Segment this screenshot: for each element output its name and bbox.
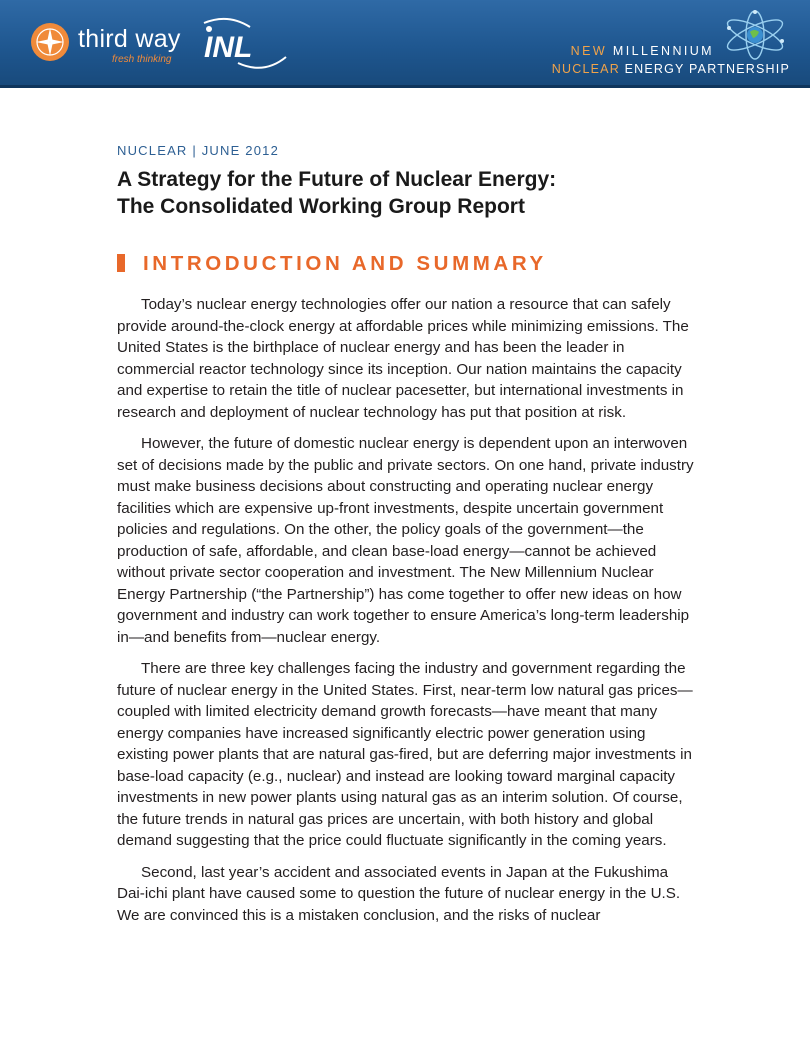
third-way-compass-icon bbox=[30, 22, 70, 62]
paragraph-2: However, the future of domestic nuclear energy is dependent upon an interwoven set of decisions made by the public and private sectors. On one hand, private industry must make business decisions about constructing and operating nuclear energy facilities which are expensive up-front investments, despite uncertain government policies and regulations. On the other, the policy goals of the government—the production of safe, affordable, and clean base-load energy—cannot be achieved without private sector cooperation and investment. The New Millennium Nuclear Energy Partnership (“the Partnership”) has come together to offer new ideas on how government and industry can work together to ensure America’s long-term leadership in—and benefits from—nuclear energy. bbox=[117, 435, 694, 646]
partnership-line-1 bbox=[571, 44, 714, 58]
partnership-line-2-rest: ENERGY PARTNERSHIP bbox=[624, 62, 790, 76]
header-banner bbox=[0, 0, 810, 88]
paragraph-3: There are three key challenges facing the industry and government regarding the future of nuclear energy in the United States. First, near-term low natural gas prices—coupled with limited electricity demand growth forecasts—have meant that many energy companies have increased significantly electric power generation using existing power plants that are natural gas-fired, but are deferring major investments in base-load capacity (e.g., nuclear) and instead are looking toward marginal capacity investments in new power plants using natural gas as an interim solution. Of course, the future trends in natural gas prices are uncertain, with both history and global demand suggesting that the price could fluctuate significantly in the coming years. bbox=[117, 660, 693, 849]
brand-tagline: fresh thinking bbox=[112, 54, 172, 65]
paragraph-4: Second, last year’s accident and associated events in Japan at the Fukushima Dai-ichi plant have caused some to question the future of nuclear energy in the U.S. We are convinced this is a mistaken conclusion, and the risks of nuclear bbox=[117, 863, 681, 924]
partnership-line-1-rest: MILLENNIUM bbox=[612, 44, 714, 58]
atom-globe-icon bbox=[720, 8, 790, 62]
document-title bbox=[117, 166, 707, 220]
inl-logo-icon bbox=[198, 15, 292, 71]
section-marker bbox=[117, 254, 125, 272]
document-title-line-1: A Strategy for the Future of Nuclear Energy: bbox=[117, 168, 557, 191]
inl-logo-text: INL bbox=[204, 31, 253, 64]
partnership-line-1-accent: NEW bbox=[570, 44, 608, 58]
body-text bbox=[117, 294, 695, 936]
partnership-line-2 bbox=[552, 62, 790, 76]
paragraph-1: Today’s nuclear energy technologies offer our nation a resource that can safely provide around-the-clock energy at affordable prices while minimizing emissions. The United States is the birthplace of nuclear energy and has been the leader in commercial reactor technology since its inception. Our nation maintains the capacity and expertise to retain the title of nuclear pacesetter, but international investments in research and deployment of nuclear technology has put that position at risk. bbox=[117, 296, 689, 421]
partnership-line-2-accent: NUCLEAR bbox=[551, 62, 620, 76]
brand-name: third way bbox=[78, 25, 181, 53]
document-title-line-2: The Consolidated Working Group Report bbox=[117, 195, 525, 218]
document-eyebrow: NUCLEAR | JUNE 2012 bbox=[117, 143, 280, 158]
section-heading: INTRODUCTION AND SUMMARY bbox=[143, 252, 547, 275]
